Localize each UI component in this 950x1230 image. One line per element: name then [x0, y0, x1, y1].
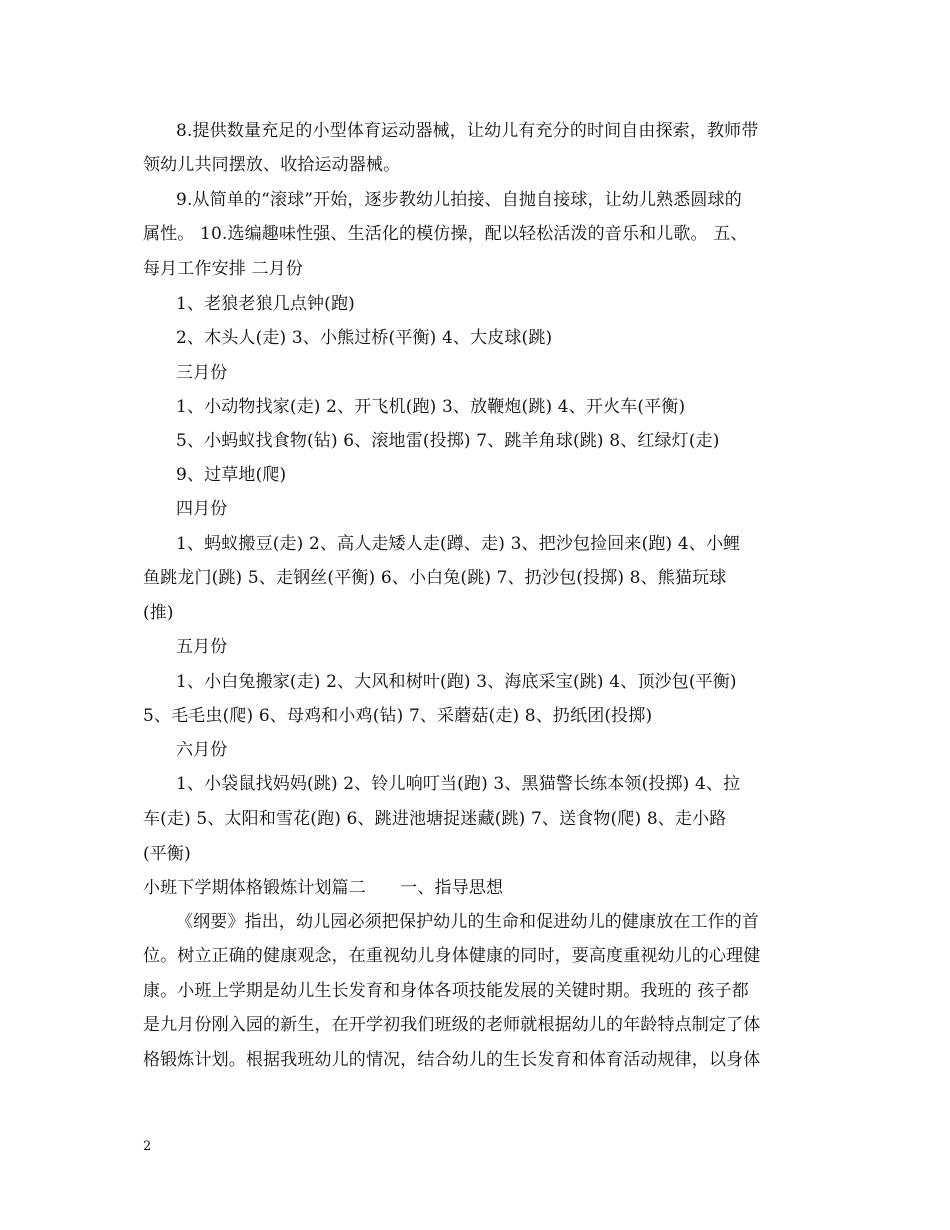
paragraph-line: 9.从简单的“滚球”开始，逐步教幼儿拍接、自抛自接球，让幼儿熟悉圆球的: [176, 190, 742, 210]
month-heading: 五月份: [176, 637, 228, 657]
list-item: 1、蚂蚁搬豆(走) 2、高人走矮人走(蹲、走) 3、把沙包捡回来(跑) 4、小鲤: [176, 534, 741, 554]
list-item: 5、小蚂蚁找食物(钻) 6、滚地雷(投掷) 7、跳羊角球(跳) 8、红绿灯(走): [176, 431, 720, 451]
list-item: 1、老狼老狼几点钟(跑): [176, 294, 355, 314]
paragraph-line: 每月工作安排 二月份: [143, 259, 303, 279]
list-item: 1、小白兔搬家(走) 2、大风和树叶(跑) 3、海底采宝(跳) 4、顶沙包(平衡): [176, 672, 737, 692]
list-item: (推): [143, 603, 174, 623]
list-item: 9、过草地(爬): [176, 465, 287, 485]
month-heading: 六月份: [176, 740, 228, 760]
list-item: 鱼跳龙门(跳) 5、走钢丝(平衡) 6、小白兔(跳) 7、扔沙包(投掷) 8、熊猫玩球: [143, 568, 727, 588]
paragraph-line: 8.提供数量充足的小型体育运动器械，让幼儿有充分的时间自由探索，教师带: [176, 121, 759, 141]
paragraph-line: 《纲要》指出，幼儿园必须把保护幼儿的生命和促进幼儿的健康放在工作的首: [176, 912, 760, 932]
list-item: (平衡): [143, 844, 191, 864]
list-item: 5、毛毛虫(爬) 6、母鸡和小鸡(钻) 7、采蘑菇(走) 8、扔纸团(投掷): [143, 706, 653, 726]
section-heading: 小班下学期体格锻炼计划篇二 一、指导思想: [143, 878, 504, 898]
page-number: 2: [143, 1139, 152, 1154]
paragraph-line: 属性。 10.选编趣味性强、生活化的模仿操，配以轻松活泼的音乐和儿歌。 五、: [143, 224, 748, 244]
paragraph-line: 格锻炼计划。根据我班幼儿的情况，结合幼儿的生长发育和体育活动规律，以身体: [143, 1050, 761, 1070]
month-heading: 四月份: [176, 499, 228, 519]
paragraph-line: 位。树立正确的健康观念，在重视幼儿身体健康的同时，要高度重视幼儿的心理健: [143, 946, 761, 966]
paragraph-line: 是九月份刚入园的新生，在开学初我们班级的老师就根据幼儿的年龄特点制定了体: [143, 1015, 761, 1035]
list-item: 2、木头人(走) 3、小熊过桥(平衡) 4、大皮球(跳): [176, 328, 553, 348]
list-item: 1、小袋鼠找妈妈(跳) 2、铃儿响叮当(跑) 3、黑猫警长练本领(投掷) 4、拉: [176, 774, 741, 794]
list-item: 车(走) 5、太阳和雪花(跑) 6、跳进池塘捉迷藏(跳) 7、送食物(爬) 8、走小路: [143, 809, 727, 829]
list-item: 1、小动物找家(走) 2、开飞机(跑) 3、放鞭炮(跳) 4、开火车(平衡): [176, 397, 686, 417]
paragraph-line: 康。小班上学期是幼儿生长发育和身体各项技能发展的关键时期。我班的 孩子都: [143, 981, 749, 1001]
paragraph-line: 领幼儿共同摆放、收拾运动器械。: [143, 155, 401, 175]
month-heading: 三月份: [176, 363, 228, 383]
